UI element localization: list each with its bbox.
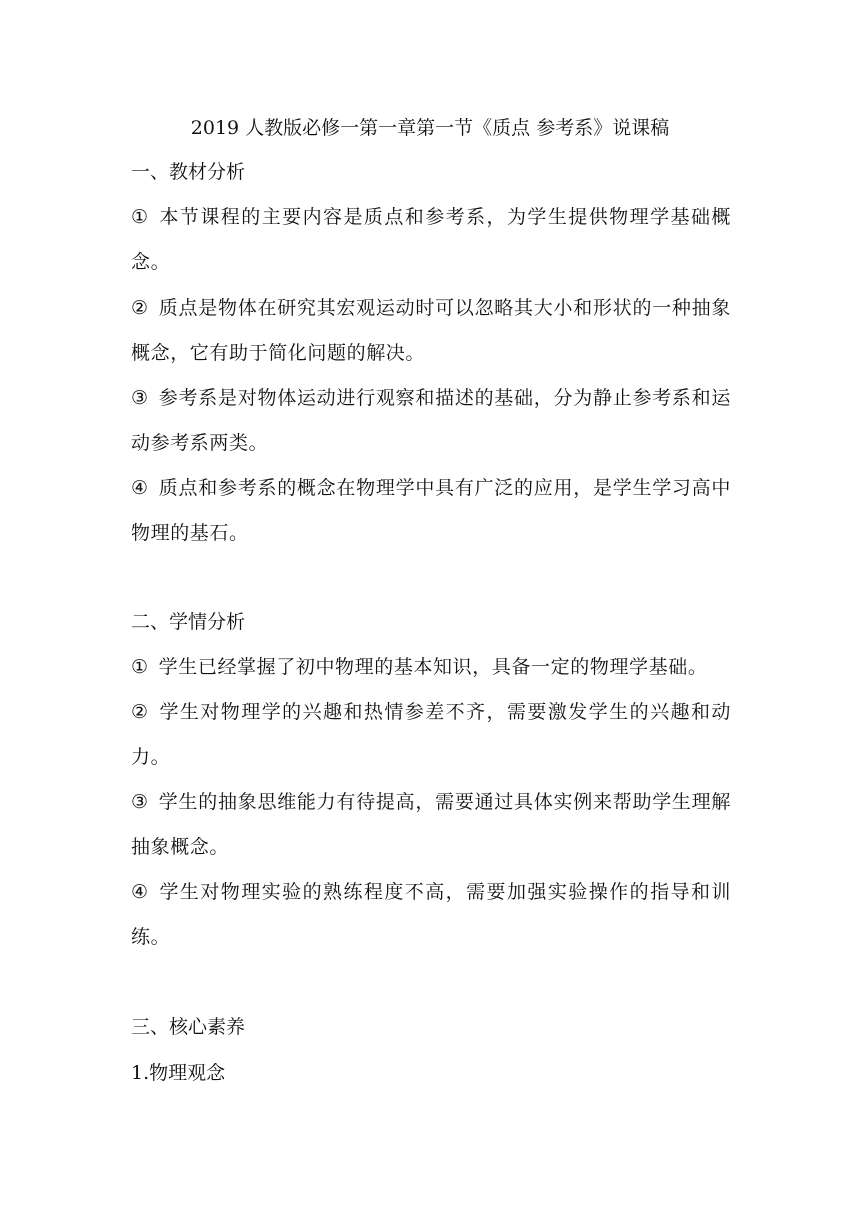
list-item	[131, 195, 731, 285]
list-marker: ③	[131, 791, 149, 813]
list-item	[131, 690, 731, 780]
list-item-text: 参考系是对物体运动进行观察和描述的基础，分为静止参考系和运动参考系两类。	[131, 387, 731, 454]
list-item	[131, 376, 731, 466]
list-marker: ①	[131, 206, 150, 228]
list-item-text: 质点是物体在研究其宏观运动时可以忽略其大小和形状的一种抽象概念，它有助于简化问题的解决。	[131, 297, 731, 364]
list-marker: ①	[131, 656, 149, 678]
list-item-text: 本节课程的主要内容是质点和参考系，为学生提供物理学基础概念。	[131, 206, 731, 273]
list-item-text: 学生对物理实验的熟练程度不高，需要加强实验操作的指导和训练。	[131, 881, 731, 948]
list-item-text: 学生对物理学的兴趣和热情参差不齐，需要激发学生的兴趣和动力。	[131, 701, 731, 768]
list-marker: ②	[131, 297, 149, 319]
list-item-text: 学生的抽象思维能力有待提高，需要通过具体实例来帮助学生理解抽象概念。	[131, 791, 731, 858]
list-marker: ③	[131, 387, 149, 409]
document-title: 2019 人教版必修一第一章第一节《质点 参考系》说课稿	[190, 117, 670, 139]
list-item	[131, 466, 731, 556]
list-item	[131, 780, 731, 870]
list-marker: ④	[131, 881, 150, 903]
list-item	[131, 286, 731, 376]
section-heading-student-analysis: 二、学情分析	[131, 611, 246, 633]
list-marker: ④	[131, 477, 149, 499]
subsection-heading-physics-concepts: 1.物理观念	[131, 1062, 226, 1084]
section-heading-textbook-analysis: 一、教材分析	[131, 161, 246, 183]
list-item	[131, 870, 731, 960]
list-item	[131, 645, 731, 690]
list-marker: ②	[131, 701, 150, 723]
list-item-text: 质点和参考系的概念在物理学中具有广泛的应用，是学生学习高中物理的基石。	[131, 477, 731, 544]
list-item-text: 学生已经掌握了初中物理的基本知识，具备一定的物理学基础。	[158, 656, 708, 678]
section-heading-core-competencies: 三、核心素养	[131, 1016, 246, 1038]
